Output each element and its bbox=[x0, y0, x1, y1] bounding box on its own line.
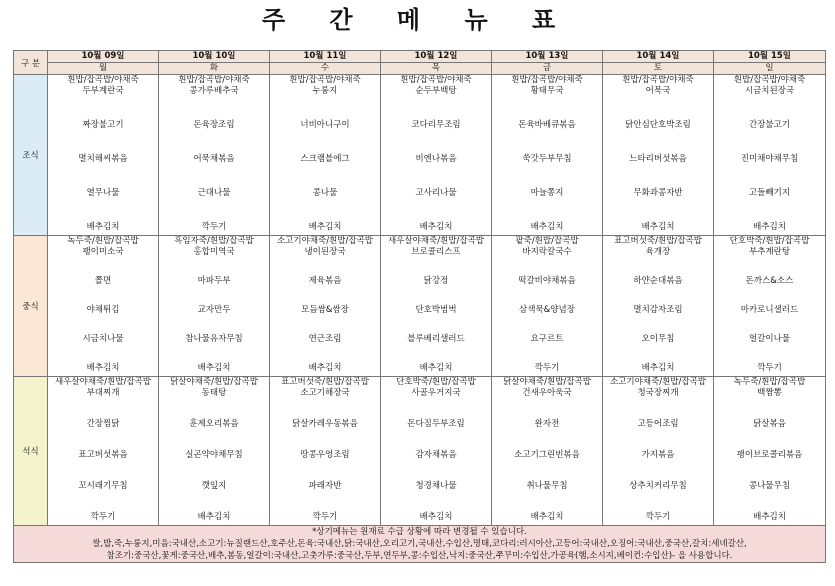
menu-item: 콩나물무침 bbox=[748, 481, 791, 491]
menu-cell bbox=[159, 377, 270, 526]
menu-item: 배추김치 bbox=[641, 222, 675, 232]
menu-item: 황태무국 bbox=[530, 86, 564, 96]
menu-item: 순두부백탕 bbox=[415, 86, 457, 96]
menu-item: 시금치나물 bbox=[82, 334, 124, 344]
menu-item: 부추계란탕 bbox=[748, 247, 791, 257]
menu-item: 바지락칼국수 bbox=[522, 247, 572, 257]
menu-item: 배추김치 bbox=[86, 363, 120, 373]
menu-item: 너비아니구이 bbox=[300, 120, 350, 130]
header-weekday-row bbox=[14, 63, 826, 75]
menu-staple: 새우살야채죽/흰밥/잡곡밥 bbox=[54, 377, 152, 387]
menu-item: 고들빼기지 bbox=[748, 188, 791, 198]
menu-item: 완자전 bbox=[534, 419, 560, 429]
date-header: 10월 14일 bbox=[603, 51, 714, 63]
menu-item: 쑥갓두부무침 bbox=[522, 154, 572, 164]
menu-cell bbox=[603, 377, 714, 526]
menu-cell bbox=[714, 75, 826, 236]
menu-item: 브로콜리스프 bbox=[411, 247, 461, 257]
menu-item: 어묵국 bbox=[645, 86, 671, 96]
menu-item: 깍두기 bbox=[645, 512, 671, 522]
menu-item: 깍두기 bbox=[757, 363, 782, 373]
menu-staple: 흰밥/잡곡밥/야채죽 bbox=[67, 75, 139, 85]
menu-item: 건새우아욱국 bbox=[522, 388, 572, 398]
menu-item: 시금치된장국 bbox=[744, 86, 795, 96]
menu-item: 교자만두 bbox=[197, 305, 231, 315]
menu-item: 배추김치 bbox=[86, 222, 120, 232]
menu-staple: 새우살야채죽/흰밥/잡곡밥 bbox=[387, 236, 485, 246]
date-header: 10월 11일 bbox=[270, 51, 381, 63]
menu-item: 가지볶음 bbox=[641, 450, 675, 460]
weekday-header: 화 bbox=[159, 63, 270, 75]
menu-cell bbox=[381, 377, 492, 526]
menu-item: 요구르트 bbox=[530, 334, 564, 344]
weekday-header: 수 bbox=[270, 63, 381, 75]
menu-staple: 닭살야채죽/흰밥/잡곡밥 bbox=[503, 377, 591, 387]
menu-item: 배추김치 bbox=[419, 222, 453, 232]
category-header: 구 분 bbox=[14, 51, 48, 75]
menu-item: 실곤약야채무침 bbox=[185, 450, 243, 460]
menu-staple: 팥죽/흰밥/잡곡밥 bbox=[515, 236, 579, 246]
weekday-header: 토 bbox=[603, 63, 714, 75]
menu-item: 멸치해씨볶음 bbox=[78, 154, 128, 164]
menu-cell bbox=[714, 377, 826, 526]
notes-origin-line: 쌀,밥,죽,누룽지,미음:국내산,소고기:뉴질랜드산,호주산,돈육:국내산,닭:국내산,오리고기,국내산,수입산,명태,코다리:러시아산,고등어:국내산,오징어:국내산,중국산,갈치:세네갈산, bbox=[92, 539, 747, 549]
menu-staple: 흰밥/잡곡밥/야채죽 bbox=[178, 75, 250, 85]
menu-item: 느타리버섯볶음 bbox=[629, 154, 687, 164]
menu-staple: 흰밥/잡곡밥/야채죽 bbox=[400, 75, 472, 85]
menu-item: 배추김치 bbox=[641, 363, 675, 373]
menu-item: 참나물유자무침 bbox=[185, 334, 243, 344]
menu-item: 백짬뽕 bbox=[757, 388, 782, 398]
menu-item: 깍두기 bbox=[534, 363, 560, 373]
meal-row bbox=[14, 236, 826, 377]
menu-item: 짜장불고기 bbox=[82, 120, 124, 130]
menu-item: 팽이미소국 bbox=[82, 247, 124, 257]
menu-item: 배추김치 bbox=[419, 363, 453, 373]
menu-staple: 흑임자죽/흰밥/잡곡밥 bbox=[174, 236, 254, 246]
menu-item: 배추김치 bbox=[753, 512, 786, 522]
menu-staple: 단호박죽/흰밥/잡곡밥 bbox=[396, 377, 476, 387]
menu-item: 블루베리샐러드 bbox=[407, 334, 465, 344]
menu-item: 연근조림 bbox=[308, 334, 342, 344]
menu-cell bbox=[48, 377, 159, 526]
menu-item: 상추치커리무침 bbox=[629, 481, 687, 491]
notes-cell bbox=[14, 526, 826, 563]
menu-item: 모듬쌈&쌈장 bbox=[301, 305, 349, 315]
menu-item: 열무나물 bbox=[86, 188, 120, 198]
menu-item: 고등어조림 bbox=[637, 419, 679, 429]
menu-item: 얼갈이나물 bbox=[748, 334, 791, 344]
menu-item: 마파두부 bbox=[197, 276, 231, 286]
menu-cell bbox=[714, 236, 826, 377]
menu-item: 고사리나물 bbox=[415, 188, 457, 198]
weekday-header: 목 bbox=[381, 63, 492, 75]
menu-item: 냉이된장국 bbox=[304, 247, 346, 257]
menu-item: 마카로니샐러드 bbox=[740, 305, 799, 315]
menu-item: 깍두기 bbox=[201, 222, 227, 232]
menu-item: 콩가루배추국 bbox=[189, 86, 239, 96]
menu-item: 야채튀김 bbox=[86, 305, 120, 315]
menu-item: 배추김치 bbox=[308, 222, 342, 232]
menu-item: 스크램블에그 bbox=[300, 154, 350, 164]
menu-item: 돈까스&소스 bbox=[745, 276, 794, 286]
menu-staple: 소고기야채죽/흰밥/잡곡밥 bbox=[276, 236, 374, 246]
menu-item: 간장불고기 bbox=[748, 120, 791, 130]
menu-item: 배추김치 bbox=[530, 512, 564, 522]
menu-item: 파래자반 bbox=[308, 481, 342, 491]
menu-item: 멸치감자조림 bbox=[633, 305, 683, 315]
menu-item: 꼬시래기무침 bbox=[78, 481, 128, 491]
menu-item: 무화과콩자반 bbox=[633, 188, 683, 198]
menu-item: 진미채야채무침 bbox=[740, 154, 799, 164]
menu-item: 닭살볶음 bbox=[753, 419, 786, 429]
menu-item: 제육볶음 bbox=[308, 276, 342, 286]
menu-item: 쫄면 bbox=[94, 276, 112, 286]
menu-item: 비엔나볶음 bbox=[415, 154, 457, 164]
menu-item: 배추김치 bbox=[419, 512, 453, 522]
date-header: 10월 12일 bbox=[381, 51, 492, 63]
menu-item: 홍합미역국 bbox=[193, 247, 235, 257]
menu-item: 떡갈비야채볶음 bbox=[518, 276, 576, 286]
menu-item: 팽이브로콜리볶음 bbox=[736, 450, 803, 460]
menu-item: 배추김치 bbox=[530, 222, 564, 232]
menu-item: 돈육바베큐볶음 bbox=[518, 120, 576, 130]
date-header: 10월 09일 bbox=[48, 51, 159, 63]
weekday-header: 일 bbox=[714, 63, 826, 75]
menu-cell bbox=[159, 236, 270, 377]
menu-item: 동태탕 bbox=[201, 388, 227, 398]
menu-item: 마늘쫑지 bbox=[530, 188, 564, 198]
menu-item: 하얀순대볶음 bbox=[633, 276, 683, 286]
meal-label: 조식 bbox=[14, 75, 48, 236]
menu-staple: 단호박죽/흰밥/잡곡밥 bbox=[729, 236, 810, 246]
menu-item: 부대찌개 bbox=[86, 388, 120, 398]
menu-item: 배추김치 bbox=[197, 512, 231, 522]
menu-item: 배추김치 bbox=[308, 363, 342, 373]
menu-cell bbox=[159, 75, 270, 236]
menu-staple: 녹두죽/흰밥/잡곡밥 bbox=[733, 377, 806, 387]
menu-item: 표고버섯볶음 bbox=[78, 450, 128, 460]
menu-cell bbox=[492, 75, 603, 236]
menu-cell bbox=[270, 75, 381, 236]
weekday-header: 월 bbox=[48, 63, 159, 75]
weekly-menu-table bbox=[13, 50, 826, 563]
date-header: 10월 13일 bbox=[492, 51, 603, 63]
weekday-header: 금 bbox=[492, 63, 603, 75]
menu-cell bbox=[492, 377, 603, 526]
menu-item: 닭안심단호박조림 bbox=[625, 120, 691, 130]
header-date-row bbox=[14, 51, 826, 63]
menu-item: 감자채볶음 bbox=[415, 450, 457, 460]
notes-row bbox=[14, 526, 826, 563]
menu-item: 삼색묵&양념장 bbox=[519, 305, 575, 315]
menu-cell bbox=[48, 75, 159, 236]
menu-cell bbox=[603, 236, 714, 377]
menu-item: 땅콩우엉조림 bbox=[300, 450, 350, 460]
menu-item: 콩나물 bbox=[312, 188, 338, 198]
menu-item: 간장찜닭 bbox=[86, 419, 120, 429]
menu-item: 코다리무조림 bbox=[411, 120, 461, 130]
meal-row bbox=[14, 75, 826, 236]
menu-item: 육개장 bbox=[645, 247, 671, 257]
menu-cell bbox=[381, 236, 492, 377]
menu-item: 소고기해장국 bbox=[300, 388, 350, 398]
menu-staple: 흰밥/잡곡밥/야채죽 bbox=[733, 75, 806, 85]
menu-staple: 흰밥/잡곡밥/야채죽 bbox=[289, 75, 361, 85]
menu-item: 깍두기 bbox=[312, 512, 338, 522]
menu-item: 훈제오리볶음 bbox=[189, 419, 239, 429]
menu-item: 배추김치 bbox=[197, 363, 231, 373]
date-header: 10월 15일 bbox=[714, 51, 826, 63]
menu-item: 누룽지 bbox=[312, 86, 338, 96]
meal-label: 석식 bbox=[14, 377, 48, 526]
menu-item: 청경채나물 bbox=[415, 481, 457, 491]
date-header: 10월 10일 bbox=[159, 51, 270, 63]
menu-item: 근대나물 bbox=[197, 188, 231, 198]
notes-origin-line: 참조기:중국산,꽃게:중국산,배추,봄동,얼갈이:국내산,고춧가루:중국산,두부,연두부,콩:수입산,낙지:중국산,쭈꾸미:수입산,가공육(햄,소시지,베이컨:수입산)- 을 사용합니다. bbox=[106, 551, 733, 561]
menu-item: 돈육장조림 bbox=[193, 120, 235, 130]
menu-item: 오이무침 bbox=[641, 334, 675, 344]
notes-disclaimer: *상기메뉴는 원재료 수급 상황에 따라 변경될 수 있습니다. bbox=[312, 527, 527, 537]
page-title: 주 간 메 뉴 표 bbox=[261, 6, 574, 34]
menu-staple: 표고버섯죽/흰밥/잡곡밥 bbox=[614, 236, 702, 246]
menu-cell bbox=[492, 236, 603, 377]
menu-item: 깍두기 bbox=[90, 512, 116, 522]
menu-item: 돈다짐두부조림 bbox=[407, 419, 465, 429]
menu-staple: 흰밥/잡곡밥/야채죽 bbox=[622, 75, 694, 85]
menu-staple: 녹두죽/흰밥/잡곡밥 bbox=[67, 236, 139, 246]
menu-item: 취나물무침 bbox=[526, 481, 568, 491]
menu-staple: 소고기야채죽/흰밥/잡곡밥 bbox=[609, 377, 707, 387]
menu-item: 어묵채볶음 bbox=[193, 154, 235, 164]
menu-cell bbox=[48, 236, 159, 377]
menu-staple: 흰밥/잡곡밥/야채죽 bbox=[511, 75, 583, 85]
menu-cell bbox=[270, 236, 381, 377]
menu-staple: 닭살야채죽/흰밥/잡곡밥 bbox=[170, 377, 258, 387]
menu-item: 소고기그린빈볶음 bbox=[514, 450, 580, 460]
meal-label: 중식 bbox=[14, 236, 48, 377]
menu-item: 깻잎지 bbox=[201, 481, 227, 491]
meal-row bbox=[14, 377, 826, 526]
menu-item: 사골우거지국 bbox=[411, 388, 461, 398]
menu-staple: 표고버섯죽/흰밥/잡곡밥 bbox=[281, 377, 369, 387]
menu-item: 두부계란국 bbox=[82, 86, 124, 96]
menu-item: 단호박범벅 bbox=[415, 305, 457, 315]
menu-item: 닭살카레우동볶음 bbox=[292, 419, 358, 429]
menu-cell bbox=[270, 377, 381, 526]
menu-item: 청국장찌개 bbox=[637, 388, 679, 398]
menu-item: 닭강정 bbox=[423, 276, 449, 286]
menu-cell bbox=[603, 75, 714, 236]
menu-item: 배추김치 bbox=[753, 222, 786, 232]
menu-cell bbox=[381, 75, 492, 236]
